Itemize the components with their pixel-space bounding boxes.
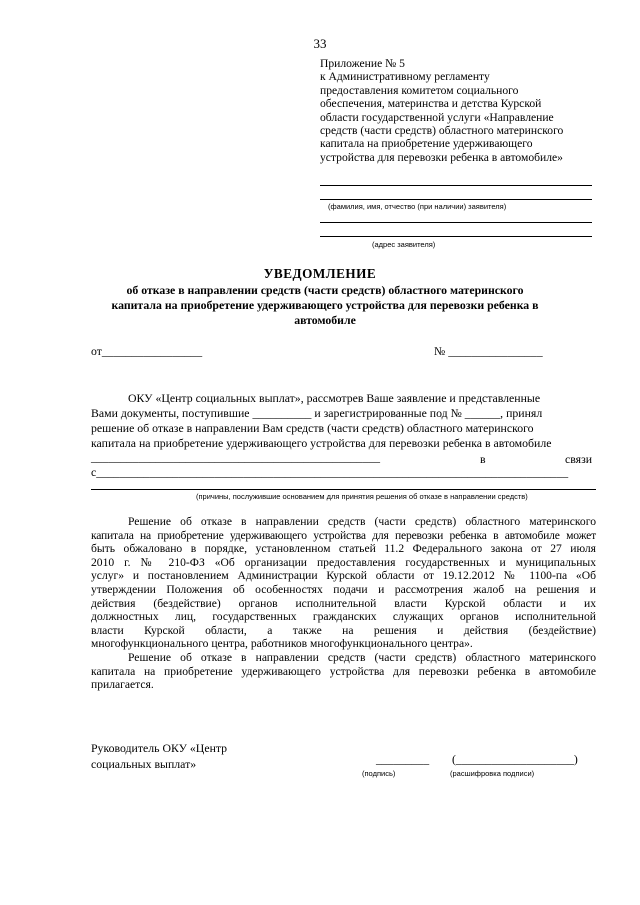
applicant-address-line-2[interactable] [320, 236, 592, 237]
attachment-line: прилагается. [91, 678, 154, 692]
decision-line: утверждении Положения об особенностях подачи и рассмотрения жалоб на решения и [91, 582, 596, 596]
appendix-text: к Административному регламенту предоставления комитетом социального обеспечения, материнства и детства Курской области государственной услуги «Направление средств (части средств) областного материнского капитала на приобретение удерживающего устройства для перевозки ребенка в автомобиле» [320, 70, 564, 164]
number-label: № [434, 344, 446, 358]
decision-line: услуг» и постановлением Администрации Курской области от 19.12.2012 № 1100-па «Об [91, 569, 596, 583]
decision-line: 2010 г. № 210-ФЗ «Об организации предоставления государственных и муниципальных [91, 555, 596, 569]
signature-decoding-caption: (расшифровка подписи) [450, 769, 535, 778]
applicant-name-line-1[interactable] [320, 185, 592, 186]
notice-subtitle: об отказе в направлении средств (части средств) областного материнского капитала на приобретение удерживающего устройства для перевозки ребенка в автомобиле [111, 283, 539, 327]
body-line-5-right: связи [565, 452, 593, 466]
decision-line: Решение об отказе в направлении средств (части средств) областного материнского [128, 515, 596, 528]
page-number: 33 [313, 36, 327, 51]
decision-line: власти Курской области, а также на решения и действия (бездействие) [91, 623, 596, 637]
signature-decoding-blank[interactable]: (____________________) [452, 752, 578, 766]
number-field[interactable] [434, 344, 543, 359]
attachment-line: капитала на приобретение удерживающего устройства для перевозки ребенка в автомобиле [91, 664, 596, 678]
applicant-address-caption: (адрес заявителя) [372, 240, 436, 249]
applicant-address-line-1[interactable] [320, 222, 592, 223]
decision-line: действия (бездействие) органов исполнительной власти Курской области и их [91, 596, 596, 610]
attachment-paragraph [91, 651, 596, 692]
body-line-1: ОКУ «Центр социальных выплат», рассмотрев Ваше заявление и представленные [128, 391, 541, 405]
decision-line: должностных лиц, государственных гражданских служащих органов исполнительной [91, 610, 596, 624]
decision-line: многофункционального центра, работников многофункционального центра». [91, 637, 473, 651]
signature-blank[interactable]: _________ [376, 752, 430, 766]
reasons-caption: (причины, послужившие основанием для принятия решения об отказе в направлении средств) [196, 492, 528, 501]
attachment-line: Решение об отказе в направлении средств (части средств) областного материнского [128, 651, 596, 664]
signatory-position: Руководитель ОКУ «Центр социальных выплат» [91, 741, 228, 771]
decision-line: быть обжаловано в порядке, установленном статьей 11.2 Федерального закона от 27 июля [91, 542, 596, 556]
date-blank[interactable]: _________________ [101, 344, 203, 358]
body-line-6[interactable]: с________________________________________________________________________________ [91, 465, 569, 479]
body-line-4: капитала на приобретение удерживающего устройства для перевозки ребенка в автомобиле [91, 436, 552, 450]
date-field[interactable] [91, 344, 202, 359]
body-line-3: решение об отказе в направлении Вам средств (части средств) областного материнского [91, 421, 534, 435]
signature-caption: (подпись) [362, 769, 396, 778]
decision-paragraph [91, 515, 596, 651]
body-line-2: Вами документы, поступившие __________ и зарегистрированные под № ______, принял [91, 406, 543, 420]
reasons-line[interactable] [91, 489, 596, 490]
applicant-name-line-2[interactable] [320, 199, 592, 200]
number-blank[interactable]: ________________ [448, 344, 543, 358]
decision-line: капитала на приобретение удерживающего устройства для перевозки ребенка в автомобиле может [91, 528, 596, 542]
applicant-name-caption: (фамилия, имя, отчество (при наличии) заявителя) [328, 202, 507, 211]
date-label: от [91, 344, 102, 358]
body-line-5-left[interactable]: _________________________________________________ [91, 450, 381, 464]
appendix-title: Приложение № 5 [320, 57, 405, 70]
body-line-5-mid: в [480, 452, 486, 466]
notice-title: УВЕДОМЛЕНИЕ [263, 266, 377, 281]
appendix-block [320, 57, 580, 164]
